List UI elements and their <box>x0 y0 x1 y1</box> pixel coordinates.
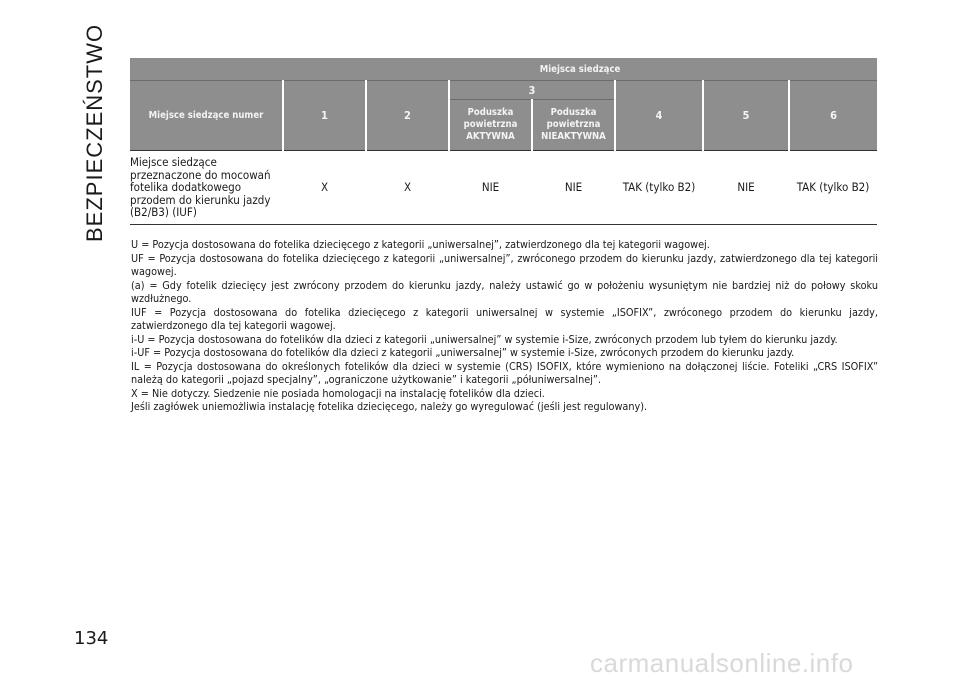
note-item: i-U = Pozycja dostosowana do fotelików dla dzieci z kategorii „uniwersalnej” w systemie i-Size, zwróconych przodem lub tyłem do kierunku jazdy. <box>131 332 838 346</box>
row-header: Miejsce siedzące numer <box>130 81 283 151</box>
note-item: (a) = Gdy fotelik dziecięcy jest zwrócony przodem do kierunku jazdy, należy ustawić go w położeniu wysuniętym nie bardziej niż do połowy skoku wzdłużnego. <box>131 278 878 305</box>
row-label: Miejsce siedzące przeznaczone do mocowań fotelika dodatkowego przodem do kierunku jazdy (B2/B3) (IUF) <box>130 151 283 225</box>
cell-seat-3-active: NIE <box>449 151 532 225</box>
note-item: X = Nie dotyczy. Siedzenie nie posiada homologacji na instalację fotelików dla dzieci. <box>131 386 545 400</box>
seat-1-header: 1 <box>283 81 366 151</box>
note-item: IL = Pozycja dostosowana do określonych fotelików dla dzieci w systemie (CRS) ISOFIX, które wymieniono na dołączonej liście. Foteliki „CRS ISOFIX” należą do kategorii „pojazd specjalny”, „ograniczone użytkowanie” i kategorii „półuniwersalnej”. <box>131 359 878 386</box>
seat-2-header: 2 <box>366 81 449 151</box>
seat-3-airbag-active: Poduszka powietrzna AKTYWNA <box>449 100 532 151</box>
cell-seat-6: TAK (tylko B2) <box>789 151 877 225</box>
cell-seat-3-inactive: NIE <box>532 151 615 225</box>
section-title: BEZPIECZEŃSTWO <box>82 23 107 242</box>
seat-4-header: 4 <box>615 81 703 151</box>
watermark-text: carmanualsonline.info <box>590 648 854 678</box>
seat-5-header: 5 <box>703 81 789 151</box>
cell-seat-5: NIE <box>703 151 789 225</box>
note-item: U = Pozycja dostosowana do fotelika dziecięcego z kategorii „uniwersalnej”, zatwierdzonego dla tej kategorii wagowej. <box>131 238 710 251</box>
note-item: UF = Pozycja dostosowana do fotelika dziecięcego z kategorii „uniwersalnej”, zwróconego przodem do kierunku jazdy, zatwierdzonego dla tej kategorii wagowej. <box>131 251 878 278</box>
seating-table <box>130 58 877 225</box>
page-number: 134 <box>74 628 109 649</box>
note-item: i-UF = Pozycja dostosowana do fotelików dla dzieci z kategorii „uniwersalnej” w systemie i-Size, zwróconych przodem do kierunku jazdy. <box>131 346 795 359</box>
cell-seat-4: TAK (tylko B2) <box>615 151 703 225</box>
notes-list <box>131 238 878 414</box>
table-row <box>130 151 877 225</box>
seat-6-header: 6 <box>789 81 877 151</box>
group-header: Miejsca siedzące <box>283 58 877 81</box>
cell-seat-1: X <box>283 151 366 225</box>
note-item: Jeśli zagłówek uniemożliwia instalację fotelika dziecięcego, należy go wyregulować (jeśli jest regulowany). <box>131 400 648 413</box>
seat-3-airbag-inactive: Poduszka powietrzna NIEAKTYWNA <box>532 100 615 151</box>
note-item: IUF = Pozycja dostosowana do fotelika dziecięcego z kategorii uniwersalnej w systemie „ISOFIX”, zwróconego przodem do kierunku jazdy, zatwierdzonego dla tej kategorii wagowej. <box>131 305 878 332</box>
seat-3-header: 3 <box>449 81 615 100</box>
cell-seat-2: X <box>366 151 449 225</box>
